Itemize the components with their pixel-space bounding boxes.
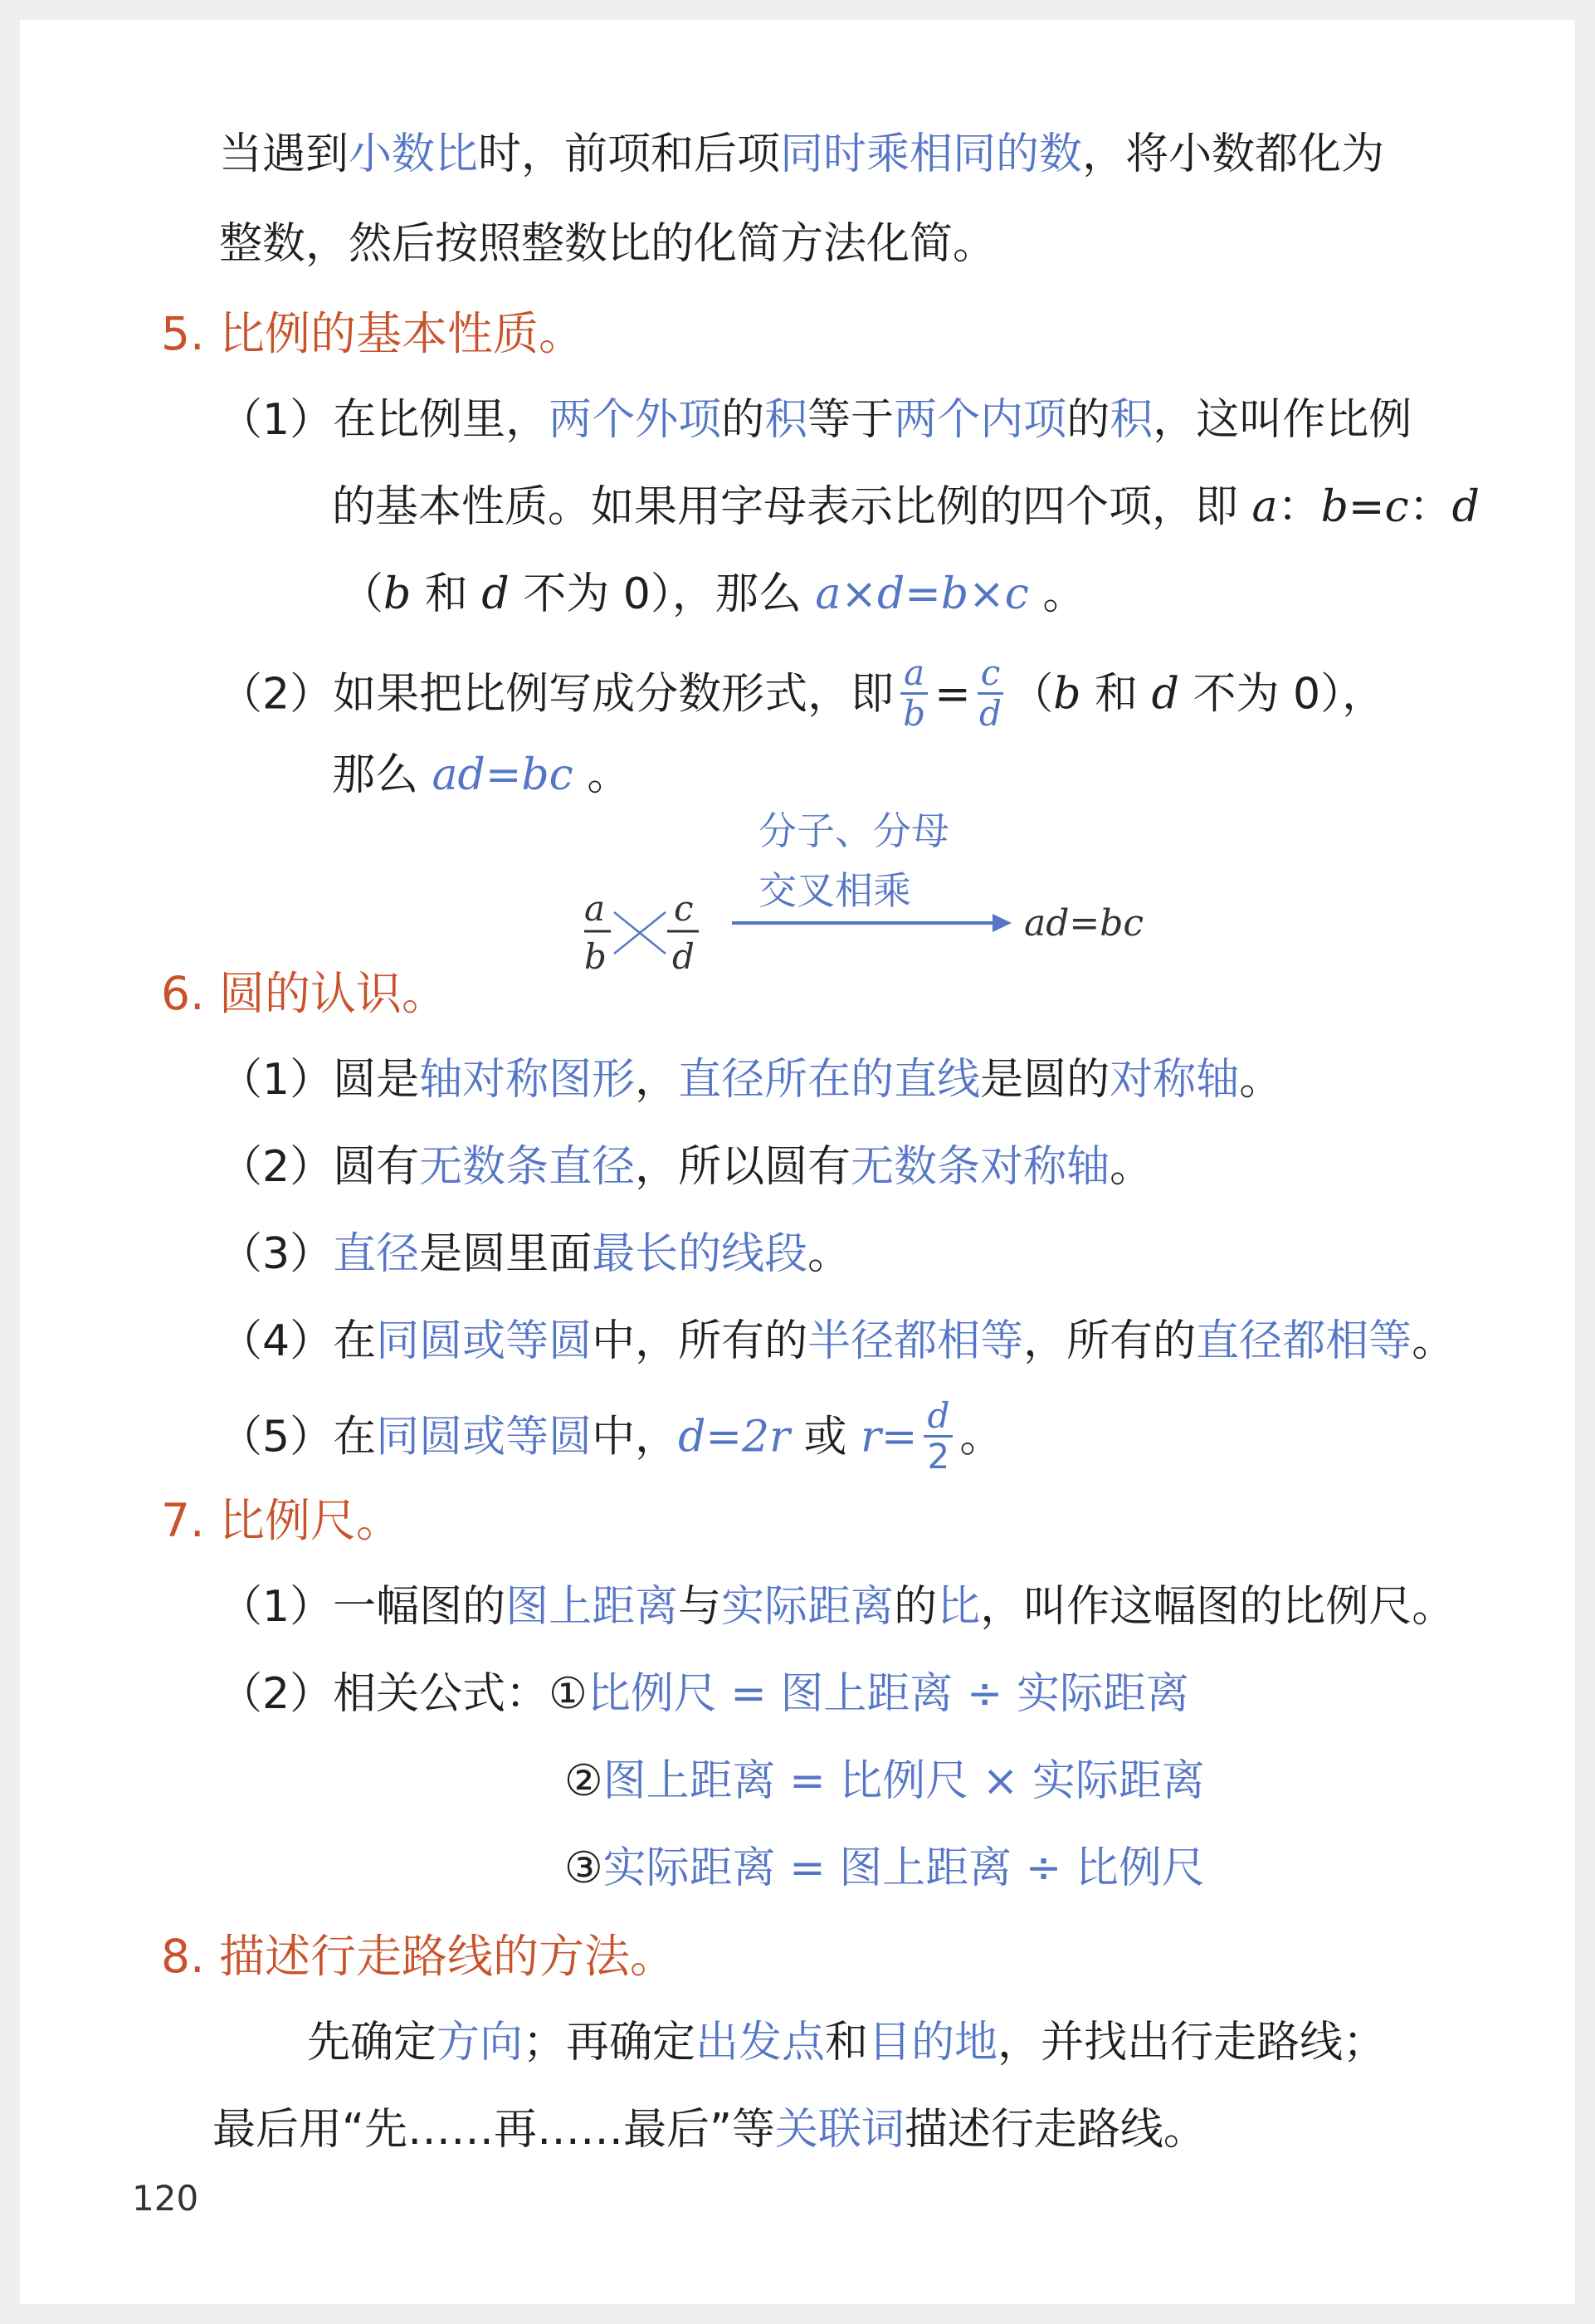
diagram-denominator-b: b (584, 936, 607, 977)
diagram-numerator-a: a (584, 888, 606, 929)
s8-line-1: 先确定方向；再确定出发点和目的地，并找出行走路线； (307, 2018, 1387, 2068)
diagram-numerator-c: c (674, 888, 694, 929)
diagram-denominator-d: d (672, 936, 695, 977)
page-number: 120 (132, 2178, 199, 2219)
diagram-label-2: 交叉相乘 (758, 868, 911, 913)
s6-item-5: （5）在同圆或等圆中，d=2r 或 r= $\frac{d}{2}$ 。 (219, 1395, 1003, 1477)
s5-item-1-line-1: （1）在比例里，两个外项的积等于两个内项的积，这叫作比例 (219, 395, 1412, 445)
s6-item-1: （1）圆是轴对称图形，直径所在的直线是圆的对称轴。 (219, 1055, 1283, 1105)
s8-line-2: 最后用“先……再……最后”等关联词描述行走路线。 (212, 2105, 1207, 2155)
diagram-label-1: 分子、分母 (758, 808, 949, 853)
s7-item-2-formula-1: （2）相关公式：①比例尺 = 图上距离 ÷ 实际距离 (219, 1669, 1189, 1719)
s7-formula-2: ②图上距离 = 比例尺 × 实际距离 (564, 1756, 1205, 1806)
s5-item-2-line-1: （2）如果把比例写成分数形式，即 $\frac{a}{b}$ = $\frac{c}{d}$ （b 和 d 不为 0）， (219, 652, 1386, 734)
fraction-a-over-b: $\frac{a}{b}$ (900, 656, 928, 731)
cross-multiply-diagram (584, 796, 1165, 983)
section-7-heading: 7. 比例尺。 (161, 1494, 402, 1547)
s6-item-3: （3）直径是圆里面最长的线段。 (219, 1229, 851, 1279)
intro-line-1: 当遇到小数比时，前项和后项同时乘相同的数，将小数都化为 (219, 129, 1385, 179)
s5-item-2-line-2: 那么 ad=bc 。 (332, 750, 631, 800)
s5-item-1-line-3: （b 和 d 不为 0），那么 a×d=b×c 。 (340, 569, 1086, 619)
s6-item-2: （2）圆有无数条直径，所以圆有无数条对称轴。 (219, 1142, 1154, 1192)
section-6-heading: 6. 圆的认识。 (161, 967, 447, 1020)
s7-formula-3: ③实际距离 = 图上距离 ÷ 比例尺 (564, 1843, 1205, 1893)
fraction-d-over-2: $\frac{d}{2}$ (924, 1399, 953, 1474)
section-5-heading: 5. 比例的基本性质。 (161, 307, 584, 360)
fraction-c-over-d: $\frac{c}{d}$ (978, 656, 1004, 731)
diagram-arrow-head (993, 914, 1012, 932)
textbook-page (20, 20, 1575, 2304)
s5-item-1-line-2: 的基本性质。如果用字母表示比例的四个项，即 a：b=c：d (332, 482, 1480, 532)
diagram-result: ad=bc (1024, 902, 1144, 945)
s7-item-1: （1）一幅图的图上距离与实际距离的比，叫作这幅图的比例尺。 (219, 1582, 1456, 1632)
intro-line-2: 整数，然后按照整数比的化简方法化简。 (219, 219, 997, 269)
s6-item-4: （4）在同圆或等圆中，所有的半径都相等，所有的直径都相等。 (219, 1316, 1456, 1366)
section-8-heading: 8. 描述行走路线的方法。 (161, 1930, 676, 1983)
